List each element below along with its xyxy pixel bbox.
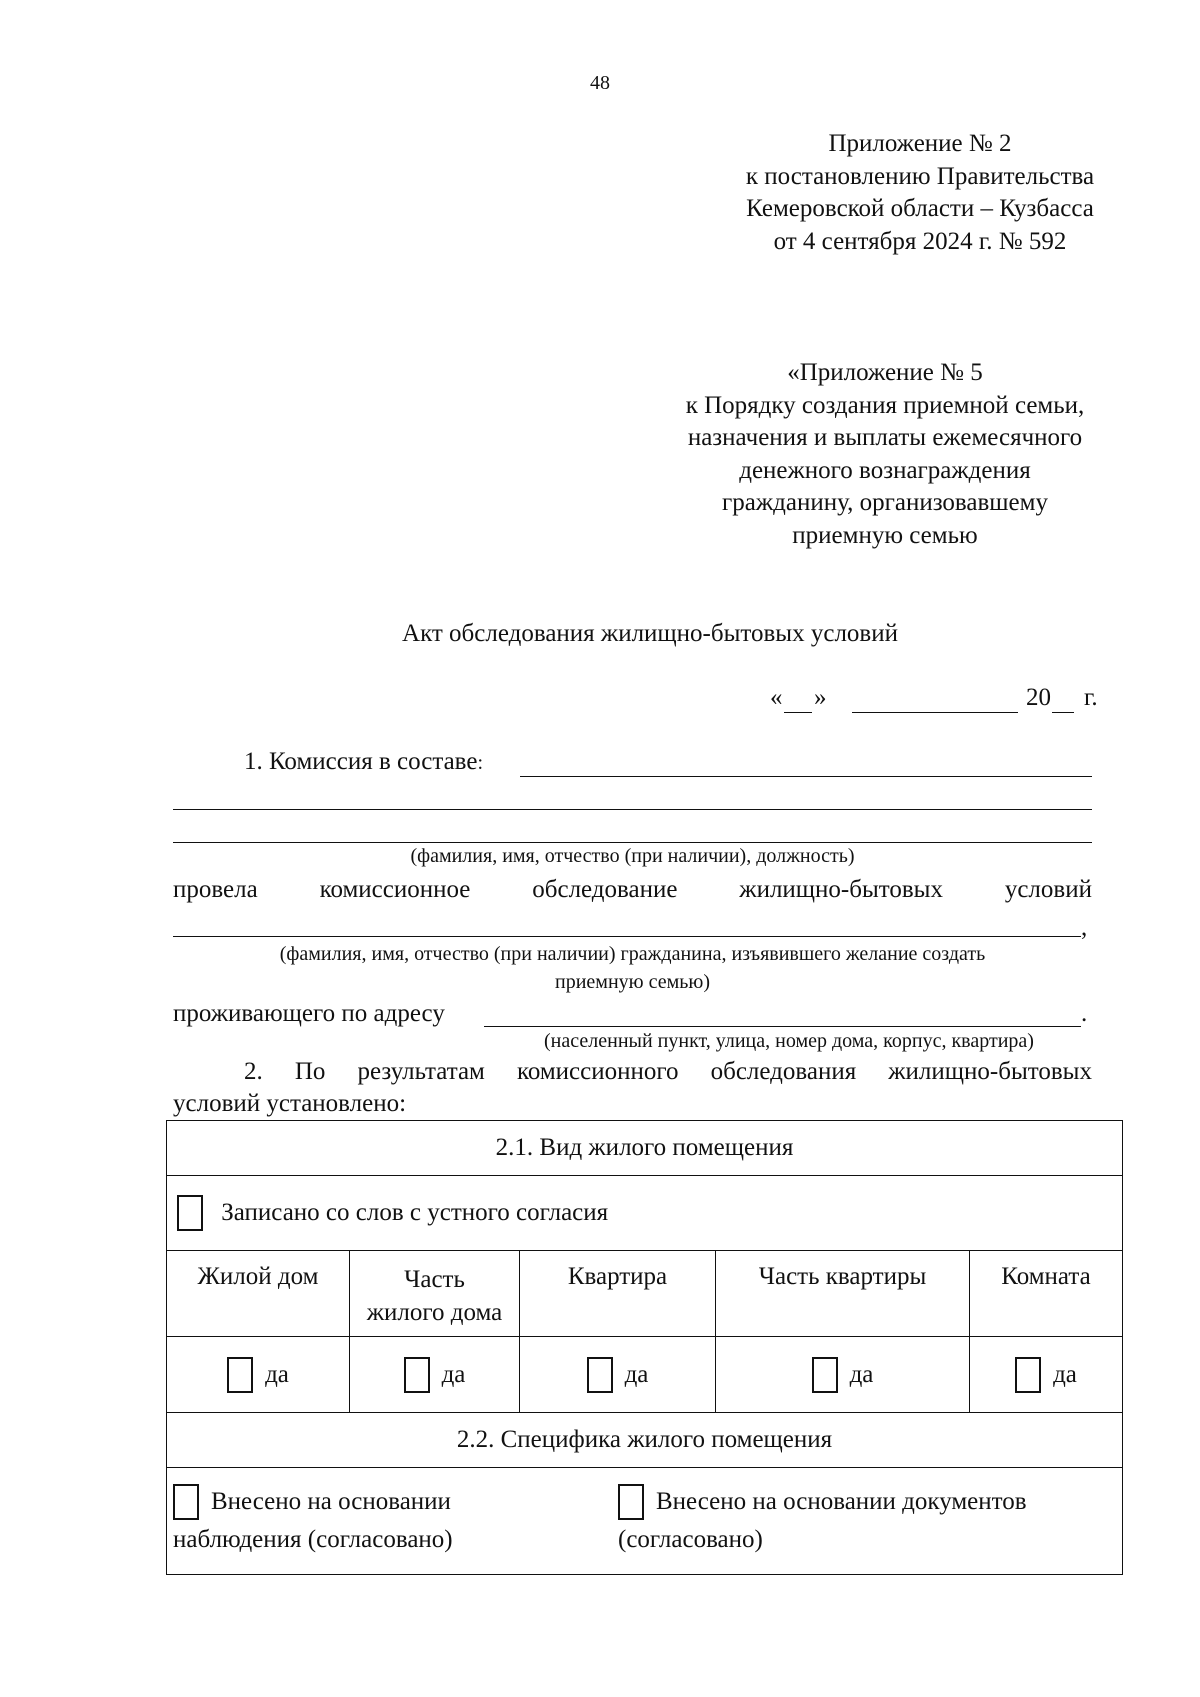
appendix-header-line: от 4 сентября 2024 г. № 592 — [773, 227, 1067, 255]
table-row — [167, 1176, 1123, 1251]
word: провела — [173, 876, 258, 903]
documents-checkbox[interactable] — [618, 1484, 644, 1520]
checkbox-room[interactable] — [1015, 1357, 1041, 1393]
appendix-header-line: к постановлению Правительства — [745, 162, 1095, 190]
word: По — [294, 1058, 326, 1085]
word: жилищно-бытовых — [739, 876, 943, 903]
checkbox-part-apartment[interactable] — [812, 1357, 838, 1393]
procedure-header-line: гражданину, организовавшему — [722, 489, 1048, 516]
checkbox-apartment[interactable] — [587, 1357, 613, 1393]
year-blank[interactable] — [1052, 712, 1074, 713]
table-row — [167, 1251, 1123, 1337]
year-suffix: г. — [1084, 684, 1098, 711]
checkbox-house[interactable] — [227, 1357, 253, 1393]
table-row — [167, 1413, 1123, 1468]
word: комиссионного — [516, 1058, 679, 1085]
date-close-quote: » — [814, 684, 827, 711]
commission-members-field-line3[interactable] — [173, 842, 1092, 843]
citizen-caption: (фамилия, имя, отчество (при наличии) гражданина, изъявившего желание создать приемную семью) — [279, 943, 986, 993]
address-field[interactable] — [484, 1026, 1081, 1027]
oral-consent-label: Записано со слов с устного согласия — [221, 1199, 609, 1226]
observation-option: Внесено на основании наблюдения (согласовано) — [173, 1482, 618, 1559]
column-header-room: Комната — [970, 1251, 1123, 1337]
date-line — [770, 684, 1120, 718]
comma: , — [1081, 914, 1088, 941]
checkbox-part-house[interactable] — [404, 1357, 430, 1393]
word: 2. — [244, 1058, 263, 1085]
citizen-name-field[interactable] — [173, 936, 1081, 937]
procedure-header-line: «Приложение № 5 — [787, 359, 983, 386]
specifics-cell — [167, 1468, 1123, 1575]
section-2-1-title: 2.1. Вид жилого помещения — [167, 1121, 1123, 1176]
word: условий — [1004, 876, 1092, 903]
procedure-appendix-header — [650, 357, 1120, 552]
oral-consent-checkbox[interactable] — [177, 1195, 203, 1231]
conducted-line — [173, 876, 1092, 904]
word: результатам — [357, 1058, 485, 1085]
section2-line1 — [244, 1058, 1092, 1086]
procedure-header-line: приемную семью — [792, 521, 978, 549]
word: комиссионное — [319, 876, 471, 903]
year-prefix: 20 — [1026, 684, 1051, 711]
observation-checkbox[interactable] — [173, 1484, 199, 1520]
date-open-quote: « — [770, 684, 783, 711]
column-header-part-house: Часть жилого дома — [350, 1251, 520, 1337]
oral-consent-cell — [167, 1176, 1123, 1251]
yes-cell-part-apartment: да — [716, 1337, 970, 1413]
procedure-header-line: денежного вознаграждения — [739, 456, 1031, 484]
yes-cell-apartment: да — [520, 1337, 716, 1413]
commission-label: 1. Комиссия в составе: — [244, 748, 483, 775]
address-caption: (населенный пункт, улица, номер дома, корпус, квартира) — [544, 1030, 1034, 1052]
procedure-header-line: назначения и выплаты ежемесячного — [687, 424, 1083, 451]
yes-cell-part-house: да — [350, 1337, 520, 1413]
table-row — [167, 1468, 1123, 1575]
day-blank[interactable] — [784, 712, 812, 713]
column-header-apartment: Квартира — [520, 1251, 716, 1337]
commission-members-field-line2[interactable] — [173, 809, 1092, 810]
housing-type-table — [166, 1120, 1123, 1575]
residing-label: проживающего по адресу — [173, 1000, 445, 1027]
yes-cell-room: да — [970, 1337, 1123, 1413]
period: . — [1081, 1000, 1088, 1027]
section-2-2-title: 2.2. Специфика жилого помещения — [167, 1413, 1123, 1468]
word: обследования — [710, 1058, 857, 1085]
word: обследование — [532, 876, 678, 903]
procedure-header-line: к Порядку создания приемной семьи, — [685, 391, 1085, 419]
commission-members-field[interactable] — [520, 776, 1092, 777]
month-blank[interactable] — [852, 712, 1018, 713]
appendix-header — [720, 128, 1120, 258]
documents-option: Внесено на основании документов (согласовано) — [618, 1482, 1027, 1559]
table-row — [167, 1121, 1123, 1176]
column-header-part-apartment: Часть квартиры — [716, 1251, 970, 1337]
column-header-house: Жилой дом — [167, 1251, 350, 1337]
page-number: 48 — [590, 72, 610, 94]
word: жилищно-бытовых — [888, 1058, 1092, 1085]
section2-line2: условий установлено: — [173, 1090, 407, 1117]
document-title: Акт обследования жилищно-бытовых условий — [402, 620, 898, 647]
appendix-header-line: Приложение № 2 — [828, 130, 1012, 157]
yes-cell-house: да — [167, 1337, 350, 1413]
table-row — [167, 1337, 1123, 1413]
appendix-header-line: Кемеровской области – Кузбасса — [746, 195, 1094, 222]
commission-members-caption: (фамилия, имя, отчество (при наличии), должность) — [410, 845, 855, 867]
